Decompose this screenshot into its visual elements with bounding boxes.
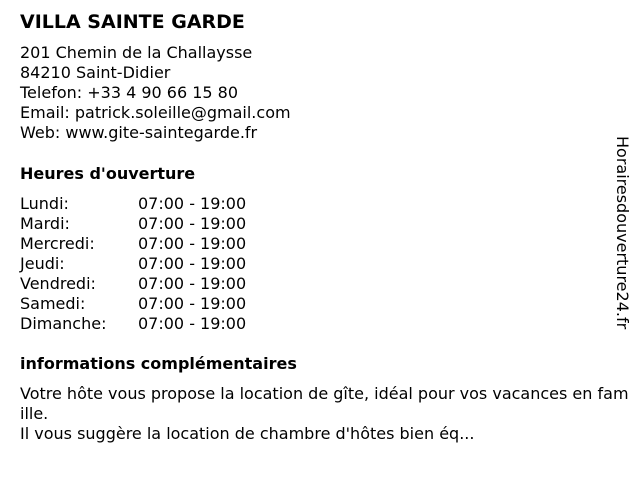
info-heading: informations complémentaires — [20, 354, 297, 373]
site-watermark: Horairesdouverture24.fr — [613, 136, 632, 330]
time-range: 07:00 - 19:00 — [138, 294, 247, 313]
time-range: 07:00 - 19:00 — [138, 194, 247, 213]
day-label: Vendredi: — [20, 274, 96, 293]
contact-block — [20, 43, 291, 143]
description-paragraph: Votre hôte vous propose la location de gîte, idéal pour vos vacances en famille. — [20, 384, 629, 423]
day-label: Samedi: — [20, 294, 86, 313]
day-label: Mardi: — [20, 214, 70, 233]
description-paragraph: Il vous suggère la location de chambre d'hôtes bien éq... — [20, 424, 475, 443]
time-range: 07:00 - 19:00 — [138, 314, 247, 333]
description — [20, 384, 632, 444]
time-range: 07:00 - 19:00 — [138, 234, 247, 253]
business-name: VILLA SAINTE GARDE — [20, 11, 245, 33]
hours-heading: Heures d'ouverture — [20, 164, 196, 183]
phone-line: Telefon: +33 4 90 66 15 80 — [20, 83, 239, 102]
address-city: 84210 Saint-Didier — [20, 63, 171, 82]
time-range: 07:00 - 19:00 — [138, 254, 247, 273]
time-range: 07:00 - 19:00 — [138, 274, 247, 293]
day-label: Mercredi: — [20, 234, 95, 253]
web-line: Web: www.gite-saintegarde.fr — [20, 123, 258, 142]
email-line: Email: patrick.soleille@gmail.com — [20, 103, 291, 122]
address-street: 201 Chemin de la Challaysse — [20, 43, 253, 62]
day-label: Jeudi: — [20, 254, 65, 273]
time-range: 07:00 - 19:00 — [138, 214, 247, 233]
day-label: Lundi: — [20, 194, 69, 213]
day-label: Dimanche: — [20, 314, 107, 333]
